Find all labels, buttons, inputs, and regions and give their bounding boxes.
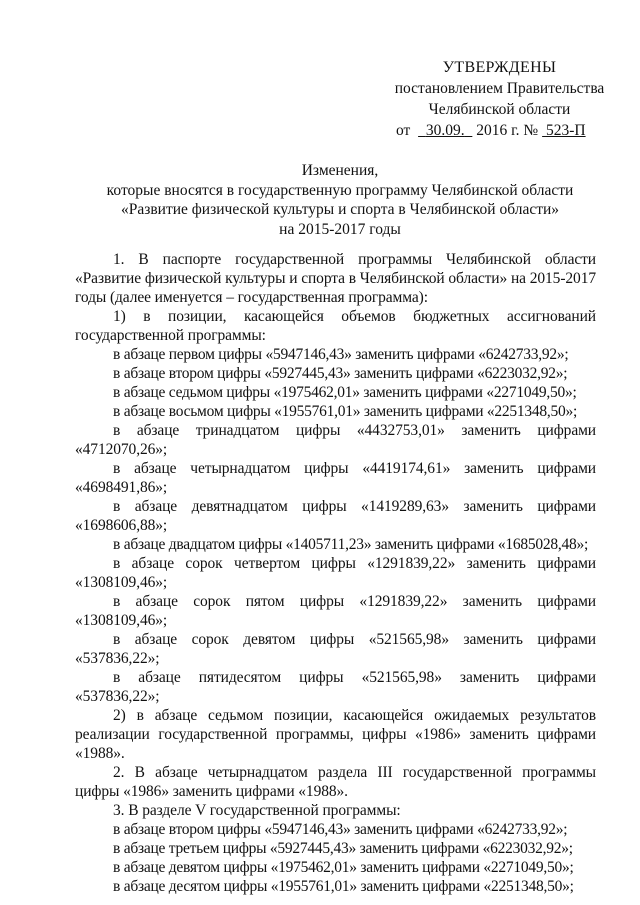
paragraph: 1. В паспорте государственной программы Челябинской области «Развитие физической культуры и спорта в Челябинской области» на 2015-2017 годы (далее именуется – государственная программа): [75,251,596,306]
paragraph: в абзаце седьмом цифры «1975462,01» заменить цифрами «2271049,50»; [113,384,577,401]
title-line-3: «Развитие физической культуры и спорта в Челябинской области» [120,201,560,218]
paragraph: в абзаце пятидесятом цифры «521565,98» заменить цифрами «537836,22»; [75,669,596,705]
paragraph: в абзаце девятом цифры «1975462,01» заменить цифрами «2271049,50»; [113,859,574,876]
paragraph: в абзаце четырнадцатом цифры «4419174,61» заменить цифрами «4698491,86»; [75,460,596,496]
approval-number: 523-П [545,122,586,139]
title-line-4: на 2015-2017 годы [279,220,401,238]
paragraph: 2. В абзаце четырнадцатом раздела III государственной программы цифры «1986» заменить цифрами «1988». [75,764,596,800]
title-line-2: которые вносятся в государственную программу Челябинской области [106,181,574,199]
approval-date: 30.09. [425,122,465,139]
paragraph: в абзаце девятнадцатом цифры «1419289,63» заменить цифрами «1698606,88»; [75,498,596,534]
paragraph: 3. В разделе V государственной программы: [113,802,401,819]
document-title [60,161,620,239]
paragraph: в абзаце восьмом цифры «1955761,01» заменить цифрами «2251348,50»; [113,403,578,420]
paragraph: 2) в абзаце седьмом позиции, касающейся ожидаемых результатов реализации государственной программы, цифры «1986» заменить цифрами «1988». [75,707,596,762]
paragraph: 1) в позиции, касающейся объемов бюджетных ассигнований государственной программы: [75,308,596,344]
approval-year: 2016 г. № [476,122,539,139]
paragraph: в абзаце сорок девятом цифры «521565,98» заменить цифрами «537836,22»; [75,631,596,667]
approval-prefix: от [396,122,411,139]
title-line-1: Изменения, [301,162,379,179]
paragraph: в абзаце сорок четвертом цифры «1291839,22» заменить цифрами «1308109,46»; [75,555,596,591]
approval-stamp: УТВЕРЖДЕНЫ [442,59,557,76]
paragraph: в абзаце сорок пятом цифры «1291839,22» заменить цифрами «1308109,46»; [75,593,596,629]
paragraph: в абзаце втором цифры «5927445,43» заменить цифрами «6223032,92»; [113,365,568,382]
approval-block [392,57,607,141]
approval-line-2: Челябинской области [428,101,571,118]
paragraph: в абзаце десятом цифры «1955761,01» заменить цифрами «2251348,50»; [113,878,574,895]
approval-line-1: постановлением Правительства [394,80,605,97]
document-body [75,250,596,896]
paragraph: в абзаце двадцатом цифры «1405711,23» заменить цифрами «1685028,48»; [113,536,589,553]
paragraph: в абзаце первом цифры «5947146,43» заменить цифрами «6242733,92»; [113,346,569,363]
paragraph: в абзаце втором цифры «5947146,43» заменить цифрами «6242733,92»; [113,821,568,838]
paragraph: в абзаце третьем цифры «5927445,43» заменить цифрами «6223032,92»; [113,840,573,857]
paragraph: в абзаце тринадцатом цифры «4432753,01» заменить цифрами «4712070,26»; [75,422,596,458]
approval-date-line [392,120,607,141]
